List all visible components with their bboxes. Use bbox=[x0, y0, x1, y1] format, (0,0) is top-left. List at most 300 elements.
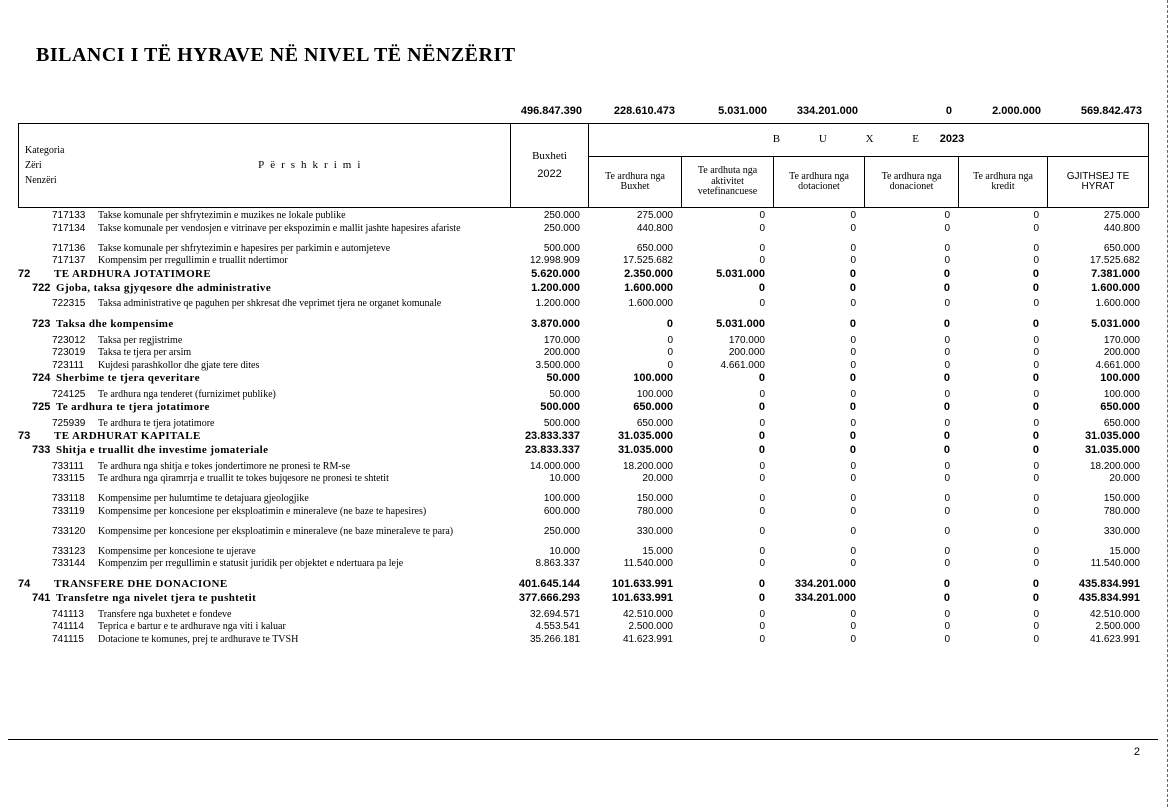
row-description-cell bbox=[18, 559, 510, 579]
row-value-donacionet: 0 bbox=[944, 359, 950, 371]
row-value-buxhet: 31.035.000 bbox=[617, 444, 673, 456]
row-value-dotacionet: 0 bbox=[850, 210, 856, 221]
row-value-dotacionet: 0 bbox=[850, 242, 856, 254]
totals-row bbox=[18, 103, 1148, 119]
header-buxheti-year: 2022 bbox=[537, 167, 562, 180]
row-value-donacionet: 0 bbox=[943, 592, 950, 604]
row-value-buxhet: 275.000 bbox=[636, 210, 673, 221]
row-value-gjithsej: 42.510.000 bbox=[1089, 608, 1140, 620]
row-value-dotacionet: 0 bbox=[850, 222, 856, 234]
row-value-kredit: 0 bbox=[1033, 505, 1039, 517]
table-row bbox=[18, 256, 1148, 269]
row-description: Dotacione te komunes, prej te ardhurave te TVSH bbox=[98, 633, 299, 645]
row-value-buxheti-2022: 10.000 bbox=[549, 473, 580, 484]
row-value-buxheti-2022: 401.645.144 bbox=[518, 578, 580, 590]
row-value-buxhet: 101.633.991 bbox=[611, 578, 673, 590]
row-value-gjithsej: 41.623.991 bbox=[1089, 633, 1140, 645]
table-row bbox=[18, 373, 1148, 390]
row-description: Kujdesi parashkollor dhe gjate tere dites bbox=[98, 359, 260, 371]
row-description: Taksa per regjistrime bbox=[98, 334, 183, 346]
row-value-kredit: 0 bbox=[1033, 359, 1039, 371]
row-value-gjithsej: 275.000 bbox=[1103, 210, 1140, 221]
row-value-vetefinancuese: 0 bbox=[759, 460, 765, 472]
row-value-buxhet: 150.000 bbox=[636, 493, 673, 504]
row-value-vetefinancuese: 170.000 bbox=[728, 334, 765, 346]
row-value-gjithsej: 11.540.000 bbox=[1090, 558, 1140, 569]
table-body bbox=[18, 211, 1148, 647]
row-description: Te ardhura nga tenderet (furnizimet publike) bbox=[98, 388, 276, 400]
row-description: Sherbime te tjera qeveritare bbox=[56, 372, 200, 384]
row-value-kredit: 0 bbox=[1032, 318, 1039, 330]
row-value-dotacionet: 0 bbox=[849, 318, 856, 330]
row-value-dotacionet: 0 bbox=[849, 281, 856, 294]
row-value-dotacionet: 334.201.000 bbox=[794, 578, 856, 590]
row-value-gjithsej: 200.000 bbox=[1103, 347, 1140, 358]
row-description-cell bbox=[18, 283, 510, 300]
row-description-cell bbox=[18, 579, 510, 593]
row-value-buxheti-2022: 23.833.337 bbox=[524, 430, 580, 442]
row-value-gjithsej: 4.661.000 bbox=[1095, 359, 1140, 371]
row-value-donacionet: 0 bbox=[944, 255, 950, 266]
row-value-buxhet: 31.035.000 bbox=[617, 430, 673, 442]
row-code: 733123 bbox=[52, 545, 86, 557]
row-value-buxhet: 330.000 bbox=[636, 525, 673, 537]
row-value-dotacionet: 0 bbox=[850, 359, 856, 371]
row-value-donacionet: 0 bbox=[943, 281, 950, 294]
row-value-buxhet: 18.200.000 bbox=[622, 460, 673, 472]
row-value-buxheti-2022: 5.620.000 bbox=[531, 267, 580, 280]
header-group-year: 2023 bbox=[939, 133, 965, 146]
row-value-buxheti-2022: 250.000 bbox=[543, 222, 580, 234]
row-value-kredit: 0 bbox=[1033, 608, 1039, 620]
row-description-cell bbox=[18, 507, 510, 527]
table-row bbox=[18, 507, 1148, 527]
row-value-vetefinancuese: 0 bbox=[758, 578, 765, 590]
row-description-cell bbox=[18, 494, 510, 507]
total-buxheti-2022: 496.847.390 bbox=[520, 105, 582, 117]
row-value-buxheti-2022: 1.200.000 bbox=[531, 281, 580, 294]
row-description-cell bbox=[18, 445, 510, 462]
table-row bbox=[18, 559, 1148, 579]
row-value-vetefinancuese: 0 bbox=[759, 608, 765, 620]
row-value-buxheti-2022: 50.000 bbox=[549, 388, 580, 400]
table-row bbox=[18, 527, 1148, 547]
row-value-kredit: 0 bbox=[1033, 255, 1039, 266]
row-value-kredit: 0 bbox=[1033, 347, 1039, 358]
row-value-gjithsej: 170.000 bbox=[1103, 334, 1140, 346]
row-description: Shitja e truallit dhe investime jomateriale bbox=[56, 444, 269, 456]
row-value-vetefinancuese: 0 bbox=[759, 242, 765, 254]
table-row bbox=[18, 579, 1148, 593]
row-value-dotacionet: 0 bbox=[850, 388, 856, 400]
row-value-kredit: 0 bbox=[1033, 242, 1039, 254]
row-value-vetefinancuese: 0 bbox=[759, 633, 765, 645]
row-value-kredit: 0 bbox=[1033, 621, 1039, 632]
row-value-kredit: 0 bbox=[1033, 334, 1039, 346]
row-value-donacionet: 0 bbox=[944, 210, 950, 221]
table-row bbox=[18, 494, 1148, 507]
row-value-dotacionet: 0 bbox=[850, 493, 856, 504]
row-value-donacionet: 0 bbox=[943, 267, 950, 280]
table-row bbox=[18, 269, 1148, 283]
row-value-vetefinancuese: 0 bbox=[759, 255, 765, 266]
header-col-dotacionet: Te ardhura nga dotacionet bbox=[774, 157, 865, 208]
row-value-vetefinancuese: 4.661.000 bbox=[720, 359, 765, 371]
row-value-buxheti-2022: 4.553.541 bbox=[535, 621, 580, 632]
row-value-gjithsej: 780.000 bbox=[1103, 505, 1140, 517]
header-kategoria-label: Kategoria bbox=[25, 145, 65, 156]
row-code: 73 bbox=[18, 430, 31, 442]
row-value-buxheti-2022: 377.666.293 bbox=[518, 592, 580, 604]
row-value-buxheti-2022: 32.694.571 bbox=[529, 608, 580, 620]
row-code: 723012 bbox=[52, 334, 86, 346]
row-description-cell bbox=[18, 348, 510, 361]
row-description: Takse komunale per shfrytezimin e muzikes ne lokale publike bbox=[98, 210, 346, 221]
row-code: 717137 bbox=[52, 255, 86, 266]
row-value-dotacionet: 0 bbox=[850, 633, 856, 645]
row-code: 733115 bbox=[52, 473, 85, 484]
row-description: Gjoba, taksa gjyqesore dhe administrative bbox=[56, 281, 272, 294]
row-value-buxheti-2022: 500.000 bbox=[543, 242, 580, 254]
row-value-donacionet: 0 bbox=[943, 430, 950, 442]
row-description-cell bbox=[18, 622, 510, 635]
row-value-buxhet: 100.000 bbox=[633, 372, 673, 384]
row-value-vetefinancuese: 0 bbox=[759, 473, 765, 484]
row-value-buxheti-2022: 250.000 bbox=[543, 525, 580, 537]
row-value-buxheti-2022: 14.000.000 bbox=[529, 460, 580, 472]
row-value-buxheti-2022: 200.000 bbox=[543, 347, 580, 358]
row-description-cell bbox=[18, 299, 510, 319]
row-value-dotacionet: 0 bbox=[849, 372, 856, 384]
row-description: Te ardhura te tjera jotatimore bbox=[98, 417, 215, 429]
table-row bbox=[18, 319, 1148, 336]
row-value-vetefinancuese: 200.000 bbox=[728, 347, 765, 358]
row-value-vetefinancuese: 0 bbox=[758, 372, 765, 384]
row-value-dotacionet: 0 bbox=[849, 444, 856, 456]
row-code: 741113 bbox=[52, 608, 84, 620]
total-kredit: 2.000.000 bbox=[992, 105, 1041, 117]
row-value-kredit: 0 bbox=[1032, 578, 1039, 590]
row-value-buxheti-2022: 8.863.337 bbox=[535, 558, 580, 569]
row-value-gjithsej: 18.200.000 bbox=[1089, 460, 1140, 472]
total-buxhet: 228.610.473 bbox=[613, 105, 675, 117]
row-value-buxheti-2022: 500.000 bbox=[543, 417, 580, 429]
row-value-gjithsej: 100.000 bbox=[1100, 372, 1140, 384]
row-value-vetefinancuese: 0 bbox=[759, 505, 765, 517]
row-value-buxhet: 1.600.000 bbox=[624, 281, 673, 294]
row-value-dotacionet: 0 bbox=[850, 473, 856, 484]
row-value-vetefinancuese: 0 bbox=[758, 430, 765, 442]
row-value-donacionet: 0 bbox=[944, 545, 950, 557]
row-code: 723111 bbox=[52, 359, 84, 371]
row-description: Kompensime per koncesione te ujerave bbox=[98, 545, 256, 557]
row-description-cell bbox=[18, 224, 510, 244]
row-description-cell bbox=[18, 211, 510, 224]
row-value-vetefinancuese: 0 bbox=[758, 401, 765, 413]
row-description-cell bbox=[18, 402, 510, 419]
bottom-rule bbox=[8, 739, 1158, 740]
row-value-gjithsej: 1.600.000 bbox=[1091, 281, 1140, 294]
row-description-cell bbox=[18, 431, 510, 445]
row-value-vetefinancuese: 0 bbox=[759, 545, 765, 557]
row-description-cell bbox=[18, 474, 510, 494]
total-vetefinancuese: 5.031.000 bbox=[718, 105, 767, 117]
row-value-buxheti-2022: 250.000 bbox=[543, 210, 580, 221]
row-description: Transfetre nga nivelet tjera te pushtetit bbox=[56, 592, 257, 604]
row-code: 717136 bbox=[52, 242, 86, 254]
row-description: Te ardhura nga shitja e tokes jondertimore ne pronesi te RM-se bbox=[98, 460, 351, 472]
row-value-gjithsej: 17.525.682 bbox=[1089, 255, 1140, 266]
header-col-donacionet: Te ardhura nga donacionet bbox=[865, 157, 959, 208]
row-code: 717134 bbox=[52, 222, 86, 234]
row-value-donacionet: 0 bbox=[944, 633, 950, 645]
header-group bbox=[589, 124, 1149, 157]
row-value-buxhet: 17.525.682 bbox=[622, 255, 673, 266]
header-col-kredit: Te ardhura nga kredit bbox=[959, 157, 1048, 208]
total-donacionet: 0 bbox=[945, 105, 952, 117]
row-value-donacionet: 0 bbox=[943, 318, 950, 330]
row-value-donacionet: 0 bbox=[944, 460, 950, 472]
row-value-gjithsej: 1.600.000 bbox=[1095, 298, 1140, 309]
row-value-dotacionet: 0 bbox=[850, 525, 856, 537]
row-value-kredit: 0 bbox=[1033, 298, 1039, 309]
row-value-vetefinancuese: 0 bbox=[759, 222, 765, 234]
row-value-kredit: 0 bbox=[1033, 222, 1039, 234]
row-description: TRANSFERE DHE DONACIONE bbox=[54, 578, 228, 590]
row-code: 723 bbox=[32, 318, 51, 330]
row-value-vetefinancuese: 0 bbox=[759, 298, 765, 309]
row-value-donacionet: 0 bbox=[944, 222, 950, 234]
row-value-buxheti-2022: 10.000 bbox=[549, 545, 580, 557]
row-value-donacionet: 0 bbox=[944, 473, 950, 484]
row-value-kredit: 0 bbox=[1032, 372, 1039, 384]
row-description: Teprica e bartur e te ardhurave nga viti i kaluar bbox=[98, 621, 286, 632]
row-value-kredit: 0 bbox=[1032, 430, 1039, 442]
page-edge bbox=[1167, 0, 1168, 807]
row-value-dotacionet: 0 bbox=[849, 430, 856, 442]
row-value-vetefinancuese: 0 bbox=[759, 417, 765, 429]
table-row bbox=[18, 211, 1148, 224]
row-description: Taksa dhe kompensime bbox=[56, 318, 174, 330]
row-description: Taksa te tjera per arsim bbox=[98, 347, 192, 358]
row-value-gjithsej: 20.000 bbox=[1109, 473, 1140, 484]
row-value-gjithsej: 650.000 bbox=[1100, 401, 1140, 413]
row-value-dotacionet: 0 bbox=[850, 417, 856, 429]
row-value-gjithsej: 150.000 bbox=[1103, 493, 1140, 504]
row-value-buxheti-2022: 3.500.000 bbox=[535, 359, 580, 371]
table-row bbox=[18, 348, 1148, 361]
row-value-donacionet: 0 bbox=[943, 401, 950, 413]
row-code: 733118 bbox=[52, 493, 85, 504]
row-value-buxheti-2022: 35.266.181 bbox=[529, 633, 580, 645]
row-value-buxheti-2022: 3.870.000 bbox=[531, 318, 580, 330]
row-value-kredit: 0 bbox=[1033, 460, 1039, 472]
row-description: Kompensime per koncesione per eksploatimin e mineraleve (ne baze te hapesires) bbox=[98, 505, 427, 517]
total-gjithsej: 569.842.473 bbox=[1080, 105, 1142, 117]
row-value-buxhet: 780.000 bbox=[636, 505, 673, 517]
row-value-gjithsej: 435.834.991 bbox=[1078, 592, 1140, 604]
row-code: 72 bbox=[18, 267, 31, 280]
row-value-dotacionet: 0 bbox=[850, 255, 856, 266]
row-value-dotacionet: 0 bbox=[849, 401, 856, 413]
row-description: TE ARDHURAT KAPITALE bbox=[54, 430, 201, 442]
row-value-buxhet: 650.000 bbox=[636, 242, 673, 254]
row-value-dotacionet: 0 bbox=[850, 334, 856, 346]
row-value-donacionet: 0 bbox=[944, 493, 950, 504]
row-value-vetefinancuese: 0 bbox=[759, 388, 765, 400]
row-value-donacionet: 0 bbox=[943, 372, 950, 384]
row-value-donacionet: 0 bbox=[943, 578, 950, 590]
data-table bbox=[18, 211, 1148, 647]
table-row bbox=[18, 445, 1148, 462]
table-row bbox=[18, 283, 1148, 300]
row-value-gjithsej: 5.031.000 bbox=[1091, 318, 1140, 330]
row-value-kredit: 0 bbox=[1032, 267, 1039, 280]
row-value-kredit: 0 bbox=[1033, 388, 1039, 400]
row-value-buxhet: 15.000 bbox=[642, 545, 673, 557]
row-description-cell bbox=[18, 269, 510, 283]
row-description: Kompensime per hulumtime te detajuara gjeologjike bbox=[98, 493, 309, 504]
row-value-buxheti-2022: 170.000 bbox=[543, 334, 580, 346]
table-row bbox=[18, 299, 1148, 319]
row-description: Te ardhura te tjera jotatimore bbox=[56, 401, 210, 413]
row-value-vetefinancuese: 0 bbox=[758, 592, 765, 604]
header-kategoria bbox=[19, 124, 115, 208]
row-value-dotacionet: 0 bbox=[850, 545, 856, 557]
row-value-gjithsej: 31.035.000 bbox=[1084, 430, 1140, 442]
row-value-vetefinancuese: 0 bbox=[758, 444, 765, 456]
row-code: 725 bbox=[32, 401, 51, 413]
row-value-gjithsej: 100.000 bbox=[1103, 388, 1140, 400]
row-description: Kompensim per rregullimin e truallit ndertimor bbox=[98, 255, 288, 266]
row-value-kredit: 0 bbox=[1033, 545, 1039, 557]
row-value-dotacionet: 0 bbox=[850, 460, 856, 472]
row-value-buxheti-2022: 1.200.000 bbox=[535, 298, 580, 309]
page-title: BILANCI I TË HYRAVE NË NIVEL TË NËNZËRIT bbox=[36, 44, 516, 66]
row-value-dotacionet: 0 bbox=[850, 347, 856, 358]
header-col-vetefinancuese: Te ardhuta nga aktivitet vetefinancuese bbox=[682, 157, 774, 208]
row-value-dotacionet: 0 bbox=[850, 505, 856, 517]
row-code: 733144 bbox=[52, 558, 86, 569]
row-value-kredit: 0 bbox=[1032, 401, 1039, 413]
row-value-buxhet: 1.600.000 bbox=[628, 298, 673, 309]
row-value-gjithsej: 2.500.000 bbox=[1095, 621, 1140, 632]
row-description: Kompenzim per rregullimin e statusit juridik per objektet e ndertuara pa leje bbox=[98, 558, 404, 569]
row-value-gjithsej: 7.381.000 bbox=[1091, 267, 1140, 280]
row-value-gjithsej: 15.000 bbox=[1109, 545, 1140, 557]
row-value-donacionet: 0 bbox=[944, 558, 950, 569]
row-value-dotacionet: 0 bbox=[850, 298, 856, 309]
header-buxheti bbox=[511, 124, 589, 208]
row-code: 733119 bbox=[52, 505, 85, 517]
row-value-vetefinancuese: 5.031.000 bbox=[716, 267, 765, 280]
table-row bbox=[18, 224, 1148, 244]
row-value-vetefinancuese: 0 bbox=[758, 281, 765, 294]
row-value-buxhet: 101.633.991 bbox=[611, 592, 673, 604]
row-value-buxhet: 2.500.000 bbox=[628, 621, 673, 632]
header-group-title: B U X E bbox=[772, 133, 937, 146]
row-code: 733111 bbox=[52, 460, 84, 472]
row-code: 741115 bbox=[52, 633, 84, 645]
row-value-gjithsej: 440.800 bbox=[1103, 222, 1140, 234]
row-description-cell bbox=[18, 319, 510, 336]
row-code: 725939 bbox=[52, 417, 86, 429]
row-value-donacionet: 0 bbox=[944, 388, 950, 400]
row-value-donacionet: 0 bbox=[944, 505, 950, 517]
row-value-buxhet: 41.623.991 bbox=[622, 633, 673, 645]
header-nenzeri-label: Nenzëri bbox=[25, 175, 57, 186]
row-value-dotacionet: 334.201.000 bbox=[794, 592, 856, 604]
row-value-kredit: 0 bbox=[1032, 444, 1039, 456]
row-value-kredit: 0 bbox=[1033, 525, 1039, 537]
row-value-kredit: 0 bbox=[1033, 633, 1039, 645]
row-value-buxheti-2022: 500.000 bbox=[540, 401, 580, 413]
row-description-cell bbox=[18, 527, 510, 547]
header-buxheti-label: Buxheti bbox=[532, 149, 567, 162]
row-value-buxheti-2022: 100.000 bbox=[543, 493, 580, 504]
row-value-gjithsej: 330.000 bbox=[1103, 525, 1140, 537]
row-description-cell bbox=[18, 635, 510, 648]
row-value-vetefinancuese: 0 bbox=[759, 493, 765, 504]
row-value-donacionet: 0 bbox=[944, 525, 950, 537]
page-number: 2 bbox=[1133, 746, 1140, 758]
row-value-dotacionet: 0 bbox=[849, 267, 856, 280]
row-value-kredit: 0 bbox=[1032, 592, 1039, 604]
row-value-buxhet: 440.800 bbox=[636, 222, 673, 234]
row-value-buxhet: 20.000 bbox=[642, 473, 673, 484]
row-description: TE ARDHURA JOTATIMORE bbox=[54, 267, 212, 280]
row-value-donacionet: 0 bbox=[944, 417, 950, 429]
row-value-kredit: 0 bbox=[1033, 210, 1039, 221]
row-description: Takse komunale per shfrytezimin e hapesires per parkimin e automjeteve bbox=[98, 242, 391, 254]
row-code: 724125 bbox=[52, 388, 86, 400]
header-zeri-label: Zëri bbox=[25, 160, 42, 171]
row-value-dotacionet: 0 bbox=[850, 608, 856, 620]
row-value-buxhet: 0 bbox=[667, 334, 673, 346]
row-value-vetefinancuese: 0 bbox=[759, 210, 765, 221]
row-description: Kompensime per koncesione per eksploatimin e mineraleve (ne baze mineraleve te para) bbox=[98, 525, 454, 537]
row-value-vetefinancuese: 5.031.000 bbox=[716, 318, 765, 330]
row-code: 717133 bbox=[52, 210, 86, 221]
table-row bbox=[18, 635, 1148, 648]
row-value-buxheti-2022: 23.833.337 bbox=[524, 444, 580, 456]
row-code: 741 bbox=[32, 592, 51, 604]
row-value-dotacionet: 0 bbox=[850, 621, 856, 632]
total-dotacionet: 334.201.000 bbox=[796, 105, 858, 117]
row-value-gjithsej: 31.035.000 bbox=[1084, 444, 1140, 456]
row-description: Transfere nga buxhetet e fondeve bbox=[98, 608, 232, 620]
table-header bbox=[18, 123, 1149, 208]
row-description: Te ardhura nga qiramrrja e truallit te tokes bujqesore ne pronesi te shtetit bbox=[98, 473, 389, 484]
row-code: 74 bbox=[18, 578, 31, 590]
row-code: 733120 bbox=[52, 525, 86, 537]
row-value-buxhet: 42.510.000 bbox=[622, 608, 673, 620]
row-value-buxheti-2022: 12.998.909 bbox=[529, 255, 580, 266]
row-description-cell bbox=[18, 373, 510, 390]
row-value-buxhet: 650.000 bbox=[633, 401, 673, 413]
row-value-buxhet: 11.540.000 bbox=[623, 558, 673, 569]
row-value-buxhet: 2.350.000 bbox=[624, 267, 673, 280]
row-value-buxhet: 650.000 bbox=[636, 417, 673, 429]
row-value-donacionet: 0 bbox=[944, 298, 950, 309]
row-value-gjithsej: 650.000 bbox=[1103, 417, 1140, 429]
row-value-buxheti-2022: 50.000 bbox=[546, 372, 580, 384]
header-pershkrimi: Përshkrimi bbox=[115, 124, 511, 208]
row-value-buxheti-2022: 600.000 bbox=[543, 505, 580, 517]
row-value-donacionet: 0 bbox=[944, 242, 950, 254]
row-value-vetefinancuese: 0 bbox=[759, 621, 765, 632]
row-value-kredit: 0 bbox=[1033, 493, 1039, 504]
